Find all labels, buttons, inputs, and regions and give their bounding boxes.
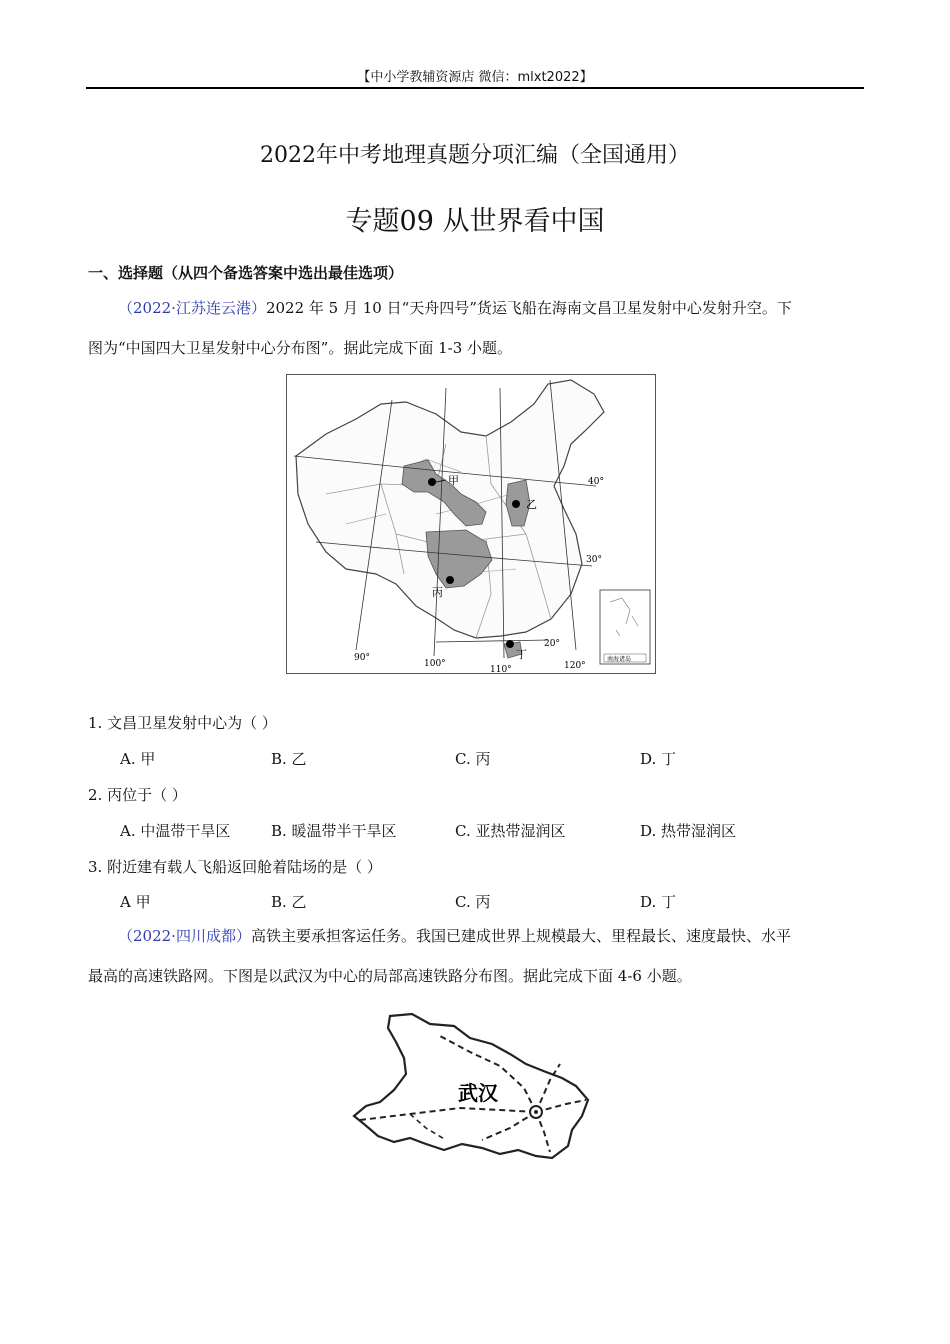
question-1-option-b: B. 乙 xyxy=(271,750,307,768)
center-yi-marker xyxy=(512,500,520,508)
question-2-option-a: A. 中温带干旱区 xyxy=(120,822,231,840)
label-ding: 丁 xyxy=(516,648,527,661)
center-ding-marker xyxy=(506,640,514,648)
question-1-option-a: A. 甲 xyxy=(120,750,156,768)
question-1-stem: 1. 文昌卫星发射中心为（ ） xyxy=(88,714,277,732)
lon-label-100: 100° xyxy=(424,659,446,669)
question-3-stem: 3. 附近建有载人飞船返回舱着陆场的是（ ） xyxy=(88,858,382,876)
header-note: 【中小学教辅资源店 微信：mlxt2022】 xyxy=(357,70,593,85)
question-1-option-c: C. 丙 xyxy=(455,750,491,768)
question-3-option-b: B. 乙 xyxy=(271,893,307,911)
label-yi: 乙 xyxy=(526,498,537,511)
lat-label-30: 30° xyxy=(586,555,602,565)
question-2-stem: 2. 丙位于（ ） xyxy=(88,786,187,804)
header-divider xyxy=(86,87,864,89)
document-title: 2022年中考地理真题分项汇编（全国通用） xyxy=(260,143,690,168)
passage-1 xyxy=(88,288,858,368)
passage-1-line-2: 图为“中国四大卫星发射中心分布图”。据此完成下面 1-3 小题。 xyxy=(88,339,513,357)
passage-1-text-1: 2022 年 5 月 10 日“天舟四号”货运飞船在海南文昌卫星发射中心发射升空。下 xyxy=(265,299,792,317)
question-1-option-d: D. 丁 xyxy=(640,750,677,768)
lon-label-120: 120° xyxy=(564,661,586,671)
lat-label-40: 40° xyxy=(588,477,604,487)
china-launch-centers-map xyxy=(286,374,656,674)
wuhan-rail-map xyxy=(350,1008,600,1168)
passage-2-line-2: 最高的高速铁路网。下图是以武汉为中心的局部高速铁路分布图。据此完成下面 4-6 小题。 xyxy=(88,967,692,985)
question-2-option-c: C. 亚热带湿润区 xyxy=(455,822,566,840)
question-3-option-a: A 甲 xyxy=(120,893,151,911)
label-bing: 丙 xyxy=(432,586,443,599)
lat-label-20: 20° xyxy=(544,639,560,649)
label-jia: 甲 xyxy=(448,474,459,487)
question-3-option-c: C. 丙 xyxy=(455,893,491,911)
inset-label: 南海诸岛 xyxy=(607,656,632,663)
center-bing-marker xyxy=(446,576,454,584)
lon-label-90: 90° xyxy=(354,653,370,663)
south-sea-inset xyxy=(600,590,650,664)
passage-1-source: （2022·江苏连云港） xyxy=(118,299,266,317)
passage-2-text-1: 高铁主要承担客运任务。我国已建成世界上规模最大、里程最长、速度最快、水平 xyxy=(250,927,791,945)
lon-label-110: 110° xyxy=(490,665,512,674)
passage-1-line-1 xyxy=(88,288,858,328)
topic-title: 专题09 从世界看中国 xyxy=(345,206,605,237)
question-2-option-d: D. 热带湿润区 xyxy=(640,822,737,840)
center-jia-marker xyxy=(428,478,436,486)
wuhan-label: 武汉 xyxy=(458,1081,498,1105)
section-heading: 一、选择题（从四个备选答案中选出最佳选项） xyxy=(88,264,404,282)
passage-2-source: （2022·四川成都） xyxy=(118,927,251,945)
question-2-option-b: B. 暖温带半干旱区 xyxy=(271,822,397,840)
question-3-option-d: D. 丁 xyxy=(640,893,677,911)
passage-2 xyxy=(88,916,858,996)
passage-2-line-1 xyxy=(88,916,858,956)
